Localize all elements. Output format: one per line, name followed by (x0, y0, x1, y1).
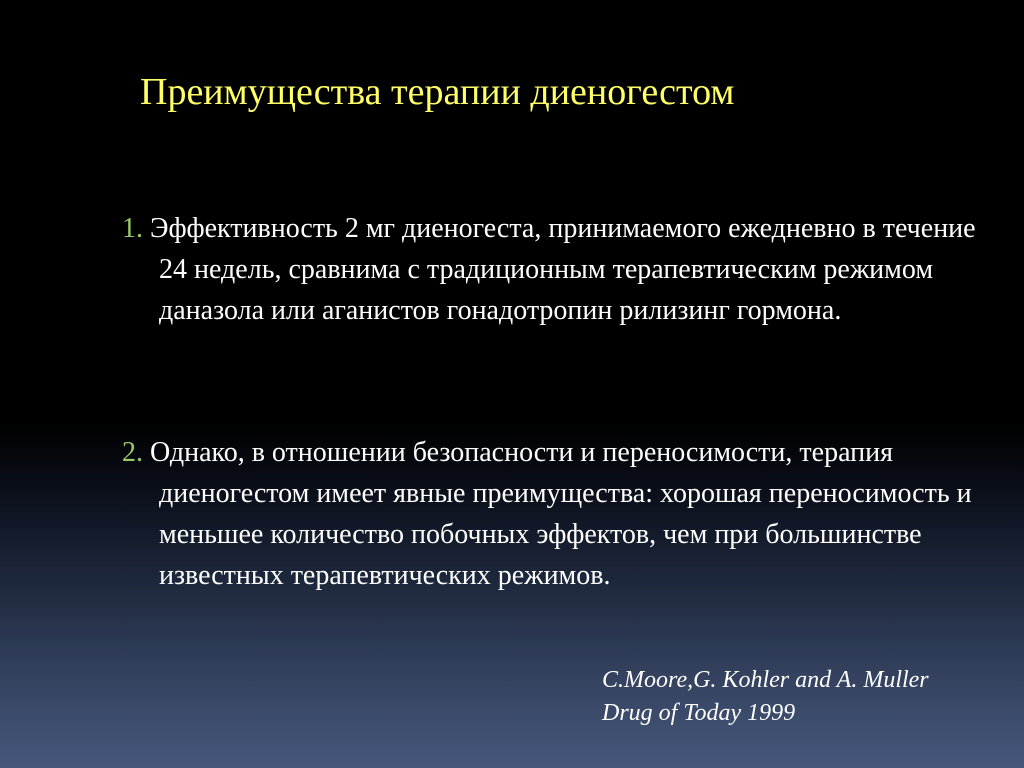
bullet-number: 2. (122, 437, 143, 468)
bullet-text: Однако, в отношении безопасности и переносимости, терапия диеногестом имеет явные преимущества: хорошая переносимость и меньшее количество побочных эффектов, чем при большинстве известных терапевтических режимов. (150, 437, 972, 591)
citation-source: Drug of Today 1999 (602, 700, 796, 726)
slide-title: Преимущества терапии диеногестом (140, 71, 735, 113)
citation (602, 664, 1012, 730)
bullet-number: 1. (122, 213, 143, 244)
bullet-item-1 (122, 208, 999, 331)
bullet-text: Эффективность 2 мг диеногеста, принимаемого ежедневно в течение 24 недель, сравнима с традиционным терапевтическим режимом даназола или аганистов гонадотропин рилизинг гормона. (150, 213, 976, 326)
bullet-item-2 (122, 432, 999, 596)
citation-authors: C.Moore,G. Kohler and A. Muller (602, 667, 929, 693)
